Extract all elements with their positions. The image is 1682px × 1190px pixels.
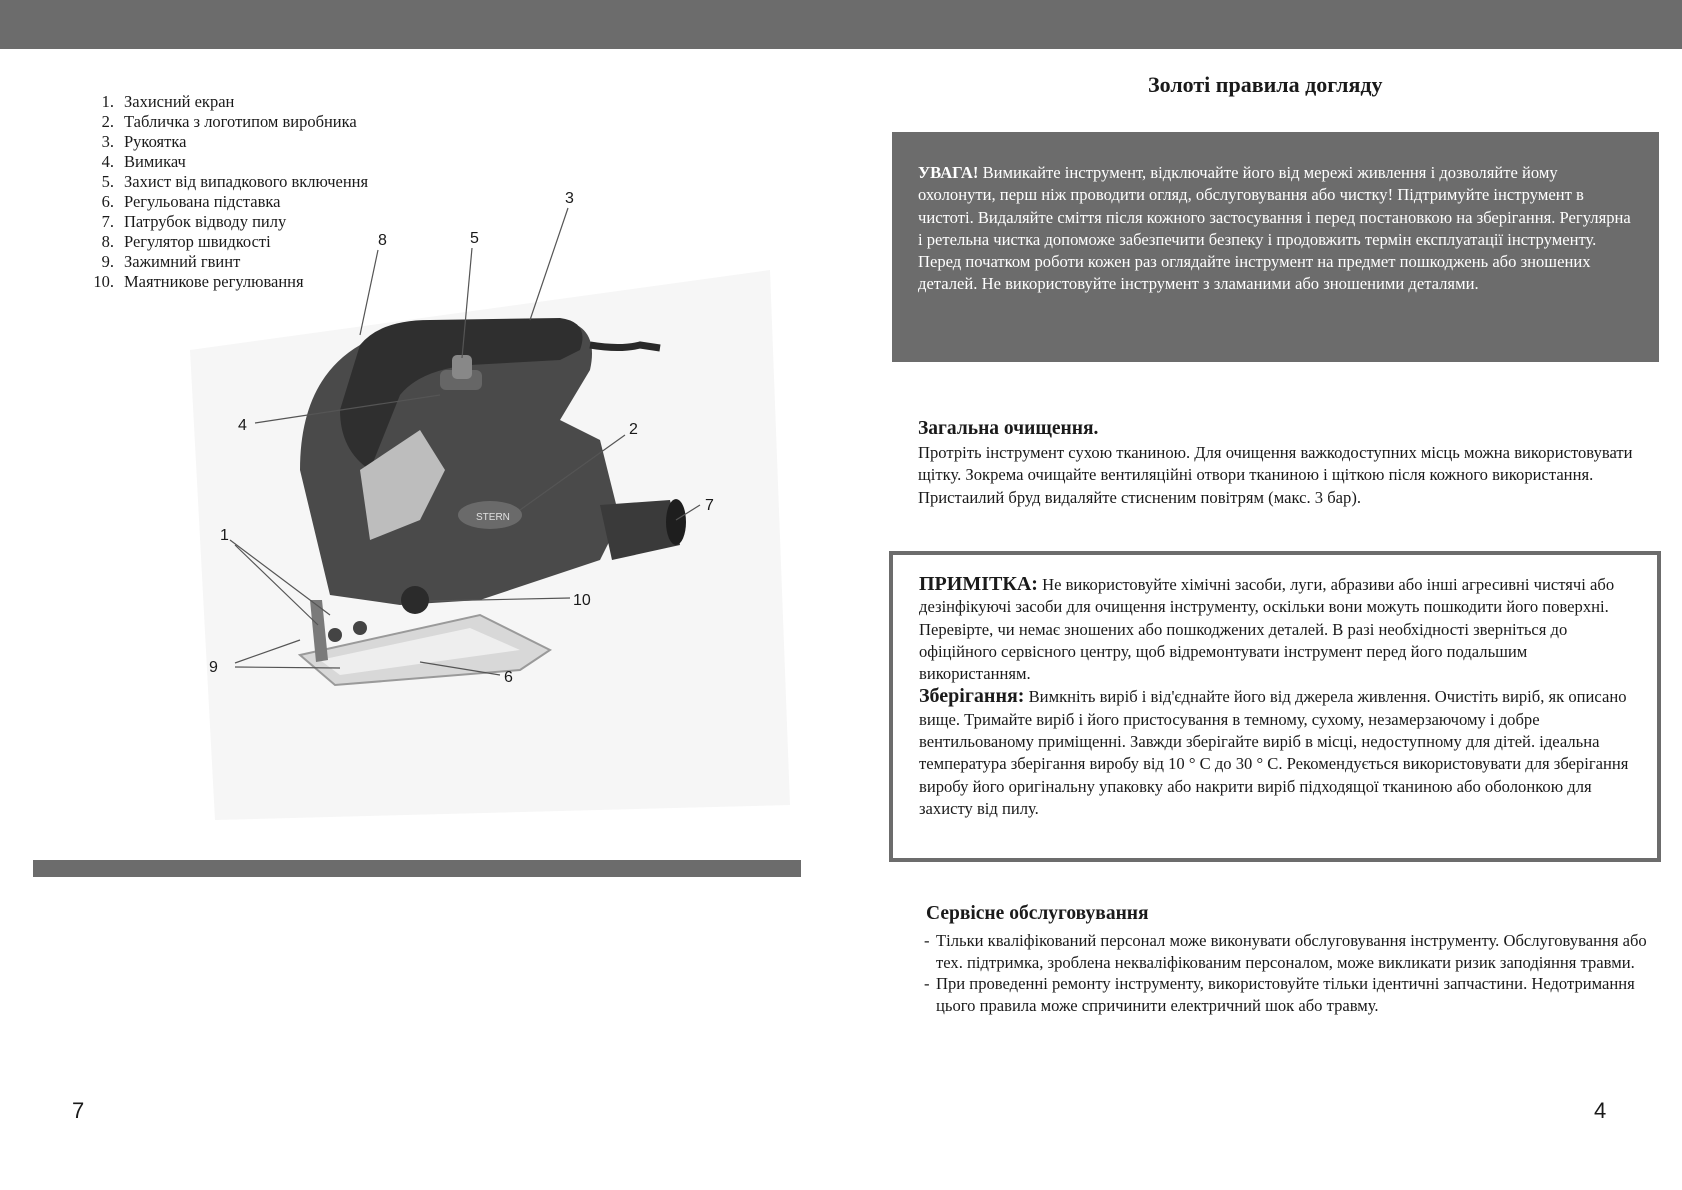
callout-9: 9 — [209, 659, 218, 676]
parts-list-item: 2. Табличка з логотипом виробника — [101, 112, 357, 131]
clamp-screw — [328, 628, 342, 642]
page-number-right: 4 — [1594, 1098, 1607, 1123]
parts-list-item: 7. Патрубок відводу пилу — [101, 212, 287, 231]
storage-label: Зберігання: — [919, 685, 1025, 708]
parts-list-item: 6. Регульована підставка — [101, 192, 281, 211]
pendulum-knob — [401, 586, 429, 614]
callout-10: 10 — [573, 592, 591, 609]
warning-label: УВАГА! — [918, 163, 979, 182]
general-cleaning-heading: Загальна очищення. — [918, 418, 1099, 439]
top-header-bar — [0, 0, 1682, 49]
warning-text: Вимикайте інструмент, відключайте його від мережі живлення і дозволяйте йому охолонути, перш ніж проводити огляд, обслуговування або чистку! Підтримуйте інструмент в чистоті. Видаляйте сміття після кожного застосування і перед постановкою на зберігання. Регулярна і ретельна чистка допоможе забезпечити безпеку і продовжить термін експлуатації інструменту. Перед початком роботи кожен раз оглядайте інструмент на предмет пошкоджень або зношених деталей. Не використовуйте інструмент з зламаними або зношеними деталями. — [918, 163, 1631, 294]
note-box — [889, 551, 1661, 862]
brand-logo: STERN — [476, 512, 510, 523]
callout-7: 7 — [705, 497, 714, 514]
general-cleaning-text: Протріть інструмент сухою тканиною. Для очищення важкодоступних місць можна використовувати щітку. Зокрема очищайте вентиляційні отвори тканиною і щіткою після кожного використання. Пристаилий бруд видаляйте стисненим повітрям (макс. 3 бар). — [918, 443, 1633, 507]
parts-list-item: 5. Захист від випадкового включення — [101, 172, 369, 191]
service-list — [924, 930, 1664, 1016]
note-label: ПРИМІТКА: — [919, 573, 1038, 595]
callout-1: 1 — [220, 527, 229, 544]
callout-8: 8 — [378, 232, 387, 249]
parts-list-item: 4. Вимикач — [101, 152, 186, 171]
clamp-screw — [353, 621, 367, 635]
warning-box — [892, 132, 1659, 362]
parts-list-item: 9. Зажимний гвинт — [101, 252, 241, 271]
left-footer-bar — [33, 860, 801, 877]
page-number-left: 7 — [72, 1098, 85, 1123]
callout-5: 5 — [470, 230, 479, 247]
storage-text: Вимкніть виріб і від'єднайте його від джерела живлення. Очистіть виріб, як описано вище. Тримайте виріб і його пристосування в темному, сухому, незамерзаючому і добре вентильованому приміщенні. Завжди зберігайте виріб в місці, недоступному для дітей. ідеальна температура зберігання виробу від 10 ° C до 30 ° C. Рекомендується використовувати для зберігання виробу його оригінальну упаковку або накрити виріб підходящої тканиною або оболонкою для захисту від пилу. — [919, 687, 1629, 818]
service-list-item: - При проведенні ремонту інструменту, використовуйте тільки ідентичні запчастини. Недотримання цього правила може спричинити електричний шок або травму. — [924, 974, 1635, 1015]
callout-3: 3 — [565, 190, 574, 207]
callout-4: 4 — [238, 417, 247, 434]
service-list-item: - Тільки кваліфікований персонал може виконувати обслуговування інструменту. Обслуговування або тех. підтримка, зроблена некваліфікованим персоналом, може викликати ризик заподіяння травми. — [924, 931, 1647, 972]
service-heading: Сервісне обслуговування — [926, 903, 1149, 924]
lock-button — [452, 355, 472, 379]
callout-2: 2 — [629, 421, 638, 438]
parts-list-item: 3. Рукоятка — [101, 132, 187, 151]
parts-list-item: 10. Маятникове регулювання — [93, 272, 304, 291]
parts-list-item: 8. Регулятор швидкості — [101, 232, 271, 251]
page-title: Золоті правила догляду — [1148, 72, 1383, 97]
note-text: Не використовуйте хімічні засоби, луги, абразиви або інші агресивні чистячі або дезінфікуючі засоби для очищення інструменту, оскільки вони можуть пошкодити його поверхні. Перевірте, чи немає зношених або пошкоджених деталей. В разі необхідності зверніться до офіційного сервісного центру, щоб відремонтувати інструмент перед його подальшим використанням. — [919, 575, 1615, 684]
dust-port-opening — [666, 499, 686, 545]
parts-list-item: 1. Захисний екран — [101, 92, 235, 111]
power-cord — [590, 345, 660, 348]
jigsaw-illustration — [150, 170, 800, 820]
callout-6: 6 — [504, 669, 513, 686]
